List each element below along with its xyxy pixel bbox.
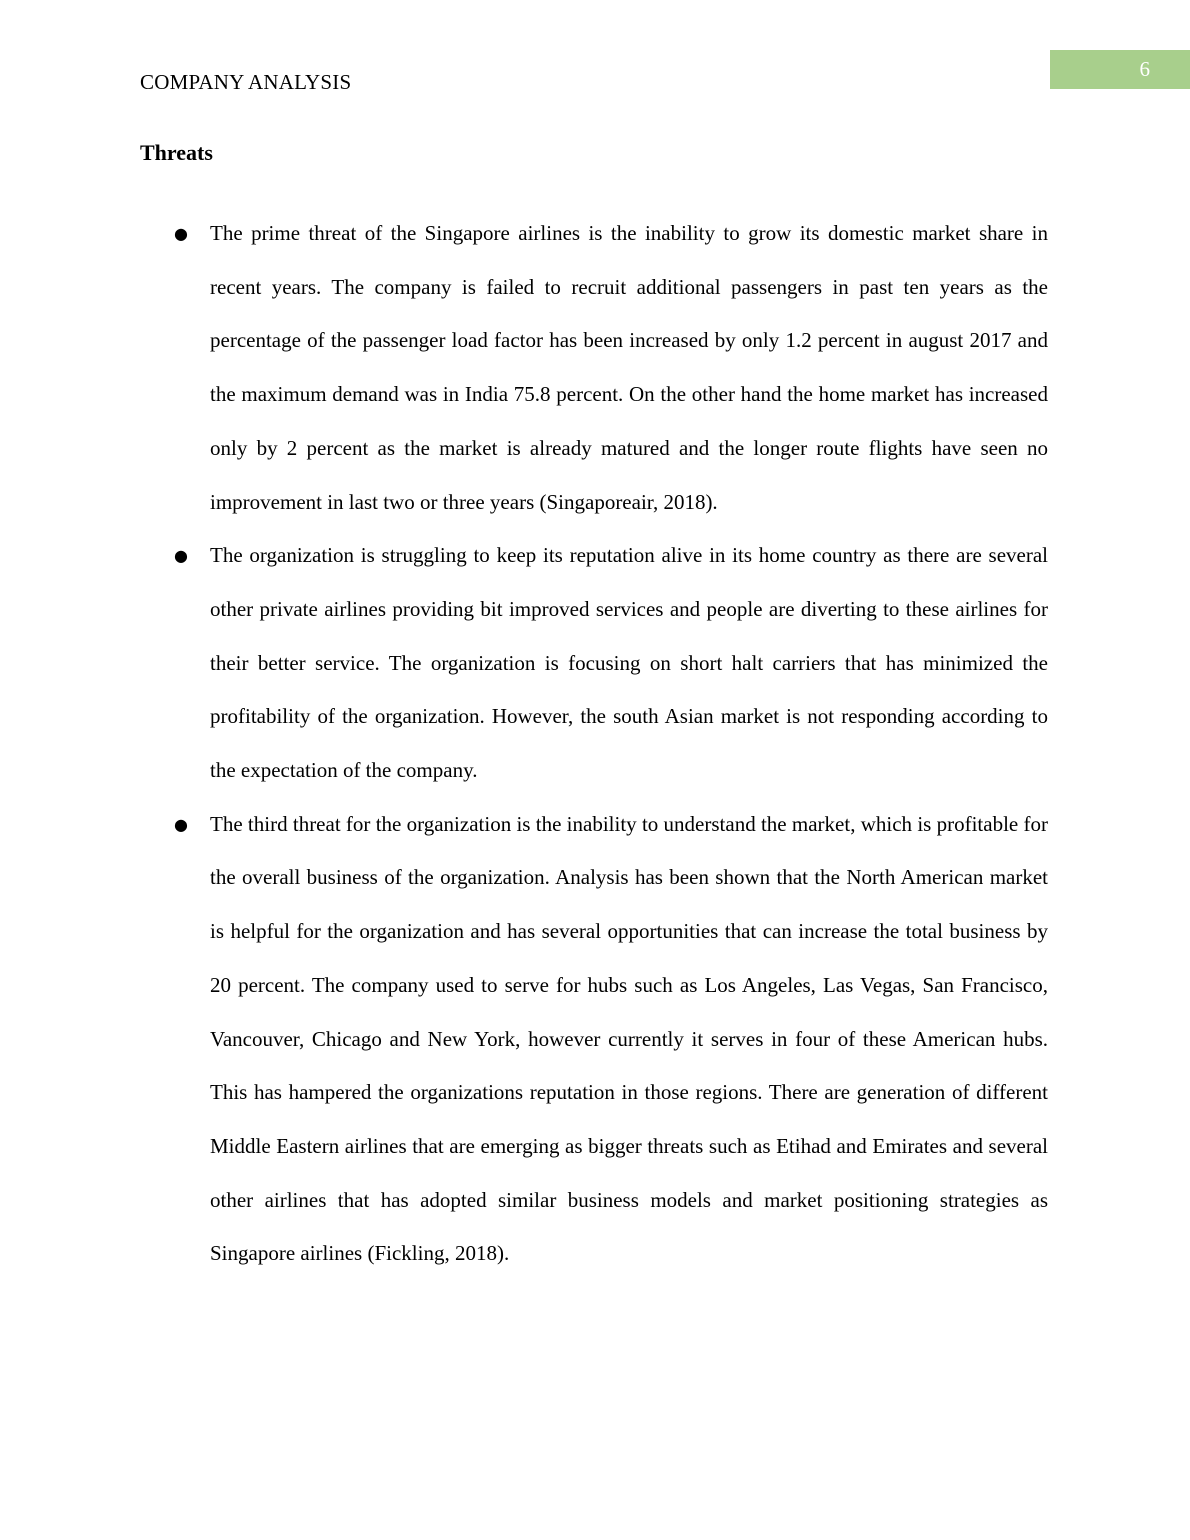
bullet-icon: ● xyxy=(174,224,188,243)
bullet-icon: ● xyxy=(174,814,188,834)
threat-item-3 xyxy=(174,798,1048,1281)
threats-list xyxy=(174,207,1048,1281)
threat-text-3: The third threat for the organization is the inability to understand the market, which is profitable for the overall business of the organization. Analysis has been shown that the North American market is helpful for the organization and has several opportunities that can increase the total business by 20 percent. The company used to serve for hubs such as Los Angeles, Las Vegas, San Francisco, Vancouver, Chicago and New York, however currently it serves in four of these American hubs. This has hampered the organizations reputation in those regions. There are generation of different Middle Eastern airlines that are emerging as bigger threats such as Etihad and Emirates and several other airlines that has adopted similar business models and market positioning strategies as Singapore airlines (Fickling, 2018). xyxy=(210,811,1048,1266)
threat-item-2 xyxy=(174,529,1048,798)
running-head: COMPANY ANALYSIS xyxy=(140,70,352,94)
bullet-icon: ● xyxy=(174,546,188,566)
section-title: Threats xyxy=(140,140,213,165)
page-number: 6 xyxy=(1050,50,1190,89)
threat-text-2: The organization is struggling to keep its reputation alive in its home country as there are several other private airlines providing bit improved services and people are diverting to these airlines for their better service. The organization is focusing on short halt carriers that has minimized the profitability of the organization. However, the south Asian market is not responding according to the expectation of the company. xyxy=(210,543,1048,783)
threat-item-1 xyxy=(174,207,1048,529)
threat-text-1: The prime threat of the Singapore airlines is the inability to grow its domestic market share in recent years. The company is failed to recruit additional passengers in past ten years as the percentage of the passenger load factor has been increased by only 1.2 percent in august 2017 and the maximum demand was in India 75.8 percent. On the other hand the home market has increased only by 2 percent as the market is already matured and the longer route flights have seen no improvement in last two or three years (Singaporeair, 2018). xyxy=(210,221,1048,514)
